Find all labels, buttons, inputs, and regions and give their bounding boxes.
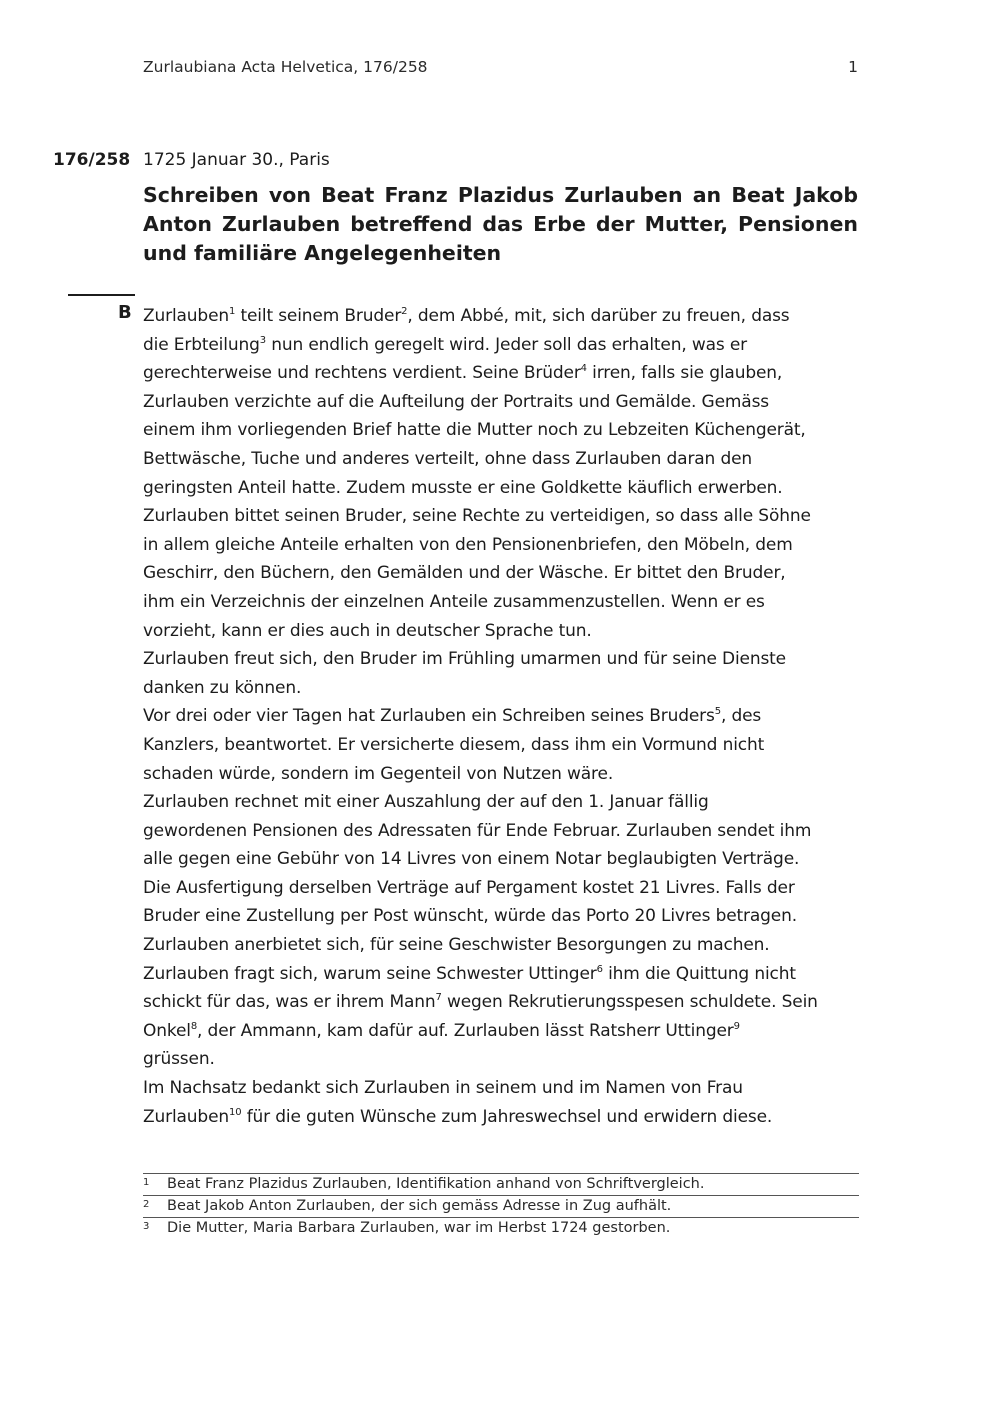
body-text-run: ihm die Quittung nicht [602, 963, 796, 984]
footnote [143, 1195, 859, 1217]
body-text-run: für die guten Wünsche zum Jahreswechsel und erwidern diese. [241, 1106, 773, 1127]
section-rule [68, 294, 135, 296]
footnote-ref[interactable]: 7 [435, 992, 442, 1004]
body-line [143, 988, 863, 1017]
body-line [143, 788, 863, 817]
footnote-ref[interactable]: 8 [190, 1020, 198, 1032]
body-text-run: Vor drei oder vier Tagen hat Zurlauben ein Schreiben seines Bruders [143, 706, 715, 727]
body-line [143, 931, 863, 960]
body-text-run: gerechterweise und rechtens verdient. Seine Brüder [143, 363, 581, 384]
footnote-number: 1 [143, 1177, 150, 1188]
body-text-run: , dem Abbé, mit, sich darüber zu freuen, dass [407, 306, 790, 326]
body-text-run: in allem gleiche Anteile erhalten von den Pensionenbriefen, den Möbeln, dem [143, 534, 793, 555]
body-text-run: grüssen. [143, 1049, 215, 1070]
footnote-ref[interactable]: 10 [229, 1106, 242, 1118]
footnote-number: 3 [143, 1221, 150, 1232]
body-line [143, 302, 863, 331]
document-title: Schreiben von Beat Franz Plazidus Zurlauben an Beat Jakob Anton Zurlauben betreffend das Erbe der Mutter, Pensionen und familiäre Angelegenheiten [143, 183, 858, 265]
body-text-run: geringsten Anteil hatte. Zudem musste er eine Goldkette käuflich erwerben. [143, 477, 783, 498]
body-line [143, 1103, 863, 1132]
body-text-run: Die Ausfertigung derselben Verträge auf Pergament kostet 21 Livres. Falls der [143, 877, 795, 898]
footnote-text: Beat Jakob Anton Zurlauben, der sich gemäss Adresse in Zug aufhält. [167, 1198, 672, 1214]
body-text-run: Zurlauben bittet seinen Bruder, seine Rechte zu verteidigen, so dass alle Söhne [143, 506, 811, 527]
body-line [143, 874, 863, 903]
body-text-run: Zurlauben [143, 1106, 229, 1127]
body-text-run: Onkel [143, 1020, 191, 1041]
footnote-ref[interactable]: 2 [401, 306, 408, 317]
body-text-run: einem ihm vorliegenden Brief hatte die Mutter noch zu Lebzeiten Küchengerät, [143, 420, 806, 441]
body-line [143, 588, 863, 617]
body-line [143, 617, 863, 646]
page-number: 1 [848, 58, 858, 76]
body-line [143, 960, 863, 989]
body-text-run: die Erbteilung [143, 334, 260, 355]
body-line [143, 502, 863, 531]
document-date-place: 1725 Januar 30., Paris [143, 150, 330, 170]
summary-body [143, 302, 863, 1131]
body-text-run: schickt für das, was er ihrem Mann [143, 992, 436, 1013]
body-line [143, 674, 863, 703]
body-line [143, 731, 863, 760]
body-line [143, 359, 863, 388]
body-text-run: Zurlauben verzichte auf die Aufteilung der Portraits und Gemälde. Gemäss [143, 391, 769, 412]
body-line [143, 388, 863, 417]
body-line [143, 760, 863, 789]
body-line [143, 1017, 863, 1046]
running-title: Zurlaubiana Acta Helvetica, 176/258 [143, 58, 428, 76]
footnote-ref[interactable]: 3 [259, 334, 266, 346]
body-line [143, 845, 863, 874]
body-text-run: Zurlauben [143, 306, 229, 326]
footnotes [143, 1173, 859, 1239]
footnote-text: Die Mutter, Maria Barbara Zurlauben, war im Herbst 1724 gestorben. [167, 1220, 671, 1236]
body-text-run: vorzieht, kann er dies auch in deutscher Sprache tun. [143, 620, 592, 641]
body-text-run: irren, falls sie glauben, [586, 363, 783, 384]
body-text-run: nun endlich geregelt wird. Jeder soll das erhalten, was er [265, 334, 747, 355]
running-header [143, 58, 858, 76]
footnote-ref[interactable]: 9 [733, 1020, 740, 1032]
body-text-run: Zurlauben fragt sich, warum seine Schwester Uttinger [143, 963, 597, 984]
footnote-number: 2 [143, 1199, 150, 1210]
body-line [143, 645, 863, 674]
body-text-run: wegen Rekrutierungsspesen schuldete. Sein [441, 992, 818, 1013]
body-line [143, 445, 863, 474]
body-text-run: schaden würde, sondern im Gegenteil von Nutzen wäre. [143, 763, 614, 784]
body-line [143, 531, 863, 560]
body-text-run: Kanzlers, beantwortet. Er versicherte diesem, dass ihm ein Vormund nicht [143, 734, 765, 755]
body-text-run: teilt seinem Bruder [235, 306, 402, 326]
body-line [143, 559, 863, 588]
body-text-run: gewordenen Pensionen des Adressaten für Ende Februar. Zurlauben sendet ihm [143, 820, 812, 841]
footnote [143, 1173, 859, 1195]
body-line [143, 702, 863, 731]
footnote-ref[interactable]: 6 [596, 963, 603, 975]
footnote [143, 1217, 859, 1239]
body-text-run: Bruder eine Zustellung per Post wünscht, würde das Porto 20 Livres betragen. [143, 906, 797, 927]
body-line [143, 902, 863, 931]
body-text-run: , der Ammann, kam dafür auf. Zurlauben lässt Ratsherr Uttinger [197, 1020, 734, 1041]
body-text-run: , des [720, 706, 762, 727]
document-id: 176/258 [53, 150, 131, 170]
body-line [143, 416, 863, 445]
body-line [143, 331, 863, 360]
body-text-run: Zurlauben anerbietet sich, für seine Geschwister Besorgungen zu machen. [143, 935, 770, 956]
body-text-run: Zurlauben rechnet mit einer Auszahlung der auf den 1. Januar fällig [143, 792, 709, 813]
section-marker: B [118, 302, 132, 323]
footnote-ref[interactable]: 1 [229, 306, 236, 317]
footnote-ref[interactable]: 5 [714, 706, 721, 718]
body-text-run: Bettwäsche, Tuche und anderes verteilt, ohne dass Zurlauben daran den [143, 448, 753, 469]
footnote-text: Beat Franz Plazidus Zurlauben, Identifikation anhand von Schriftvergleich. [167, 1176, 705, 1192]
body-line [143, 817, 863, 846]
body-text-run: danken zu können. [143, 677, 302, 698]
footnote-ref[interactable]: 4 [580, 363, 587, 375]
body-line [143, 1045, 863, 1074]
body-text-run: Zurlauben freut sich, den Bruder im Frühling umarmen und für seine Dienste [143, 649, 786, 670]
body-text-run: alle gegen eine Gebühr von 14 Livres von einem Notar beglaubigten Verträge. [143, 849, 800, 870]
body-text-run: Geschirr, den Büchern, den Gemälden und der Wäsche. Er bittet den Bruder, [143, 563, 786, 584]
body-text-run: ihm ein Verzeichnis der einzelnen Anteile zusammenzustellen. Wenn er es [143, 591, 765, 612]
body-text-run: Im Nachsatz bedankt sich Zurlauben in seinem und im Namen von Frau [143, 1078, 743, 1099]
body-line [143, 474, 863, 503]
body-line [143, 1074, 863, 1103]
